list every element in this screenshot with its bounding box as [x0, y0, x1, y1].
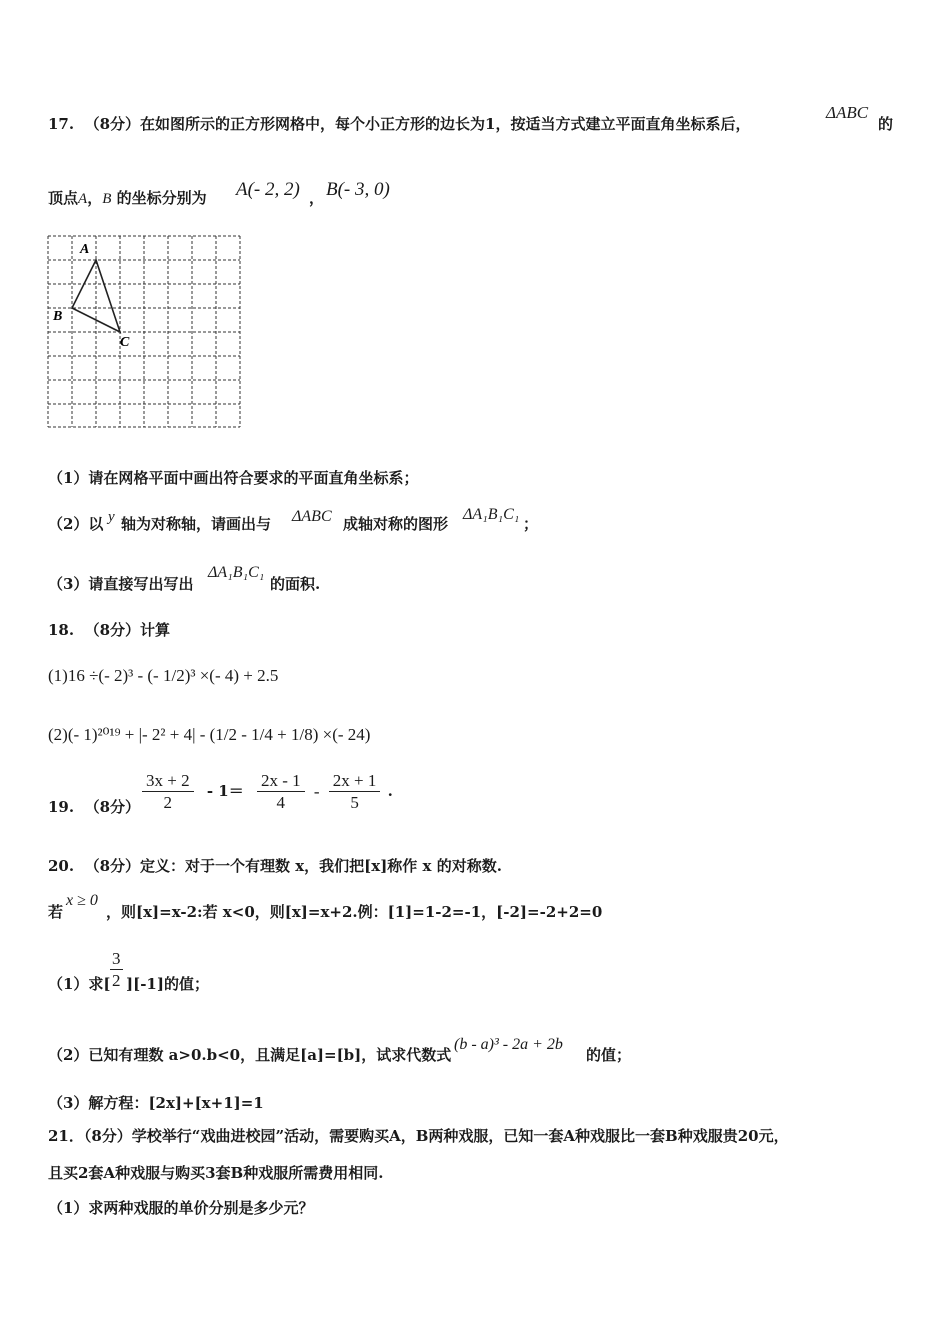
q17-sub2-tri: ΔABC — [292, 508, 332, 525]
q17-points: （8分） — [84, 115, 140, 133]
q17-number: 17. — [48, 115, 75, 133]
frac-3: $\frac{2x + 1}{5}$ — [329, 772, 381, 811]
frac-1: $\frac{3x + 2}{2}$ — [142, 772, 194, 811]
q21-line2: 且买2套A种戏服与购买3套B种戏服所需费用相同. — [48, 1164, 384, 1182]
q17-sub3-tri1: ΔA₁B₁C₁ — [208, 564, 265, 581]
grid-lines — [48, 236, 240, 427]
q17-text1: 在如图所示的正方形网格中，每个小正方形的边长为1，按适当方式建立平面直角坐标系后， — [140, 115, 751, 133]
q17-coord-b: B(- 3, 0) — [326, 179, 390, 200]
q17-sub2-b: 轴为对称轴，请画出与 — [121, 515, 272, 533]
q20-sub1-b: ][-1]的值； — [126, 975, 209, 993]
q17-line2: 顶点A，B 的坐标分别为 — [48, 189, 207, 207]
q20-sub2-expr: (b - a)³ - 2a + 2b — [454, 1036, 563, 1053]
q21-sub1: （1）求两种戏服的单价分别是多少元？ — [48, 1199, 314, 1217]
q17-line1 — [48, 117, 750, 132]
q17-comma2: ， — [309, 189, 325, 207]
q17-sub2-end: ； — [523, 515, 539, 533]
q17-sub3: （3）请直接写出写出 — [48, 575, 194, 593]
q20-sub1: （1）求[ — [48, 975, 111, 993]
q17-sub3-b: 的面积. — [270, 575, 321, 593]
frac-2: $\frac{2x - 1}{4}$ — [257, 772, 305, 811]
q17-coord-a: A(- 2, 2) — [236, 179, 300, 200]
q20-sub3: （3）解方程：[2x]+[x+1]=1 — [48, 1094, 264, 1112]
q20-line1: 20. （8分）定义：对于一个有理数 x，我们把[x]称作 x 的对称数. — [48, 857, 502, 875]
q17-sub2-c: 成轴对称的图形 — [343, 515, 449, 533]
q17-de: 的 — [878, 115, 894, 133]
q20-line2b: ，则[x]=x-2:若 x<0，则[x]=x+2.例：[1]=1-2=-1，[-2]=-2+2=0 — [106, 903, 603, 921]
q17-grid-figure — [44, 233, 244, 430]
q17-sub2-tri1: ΔA₁B₁C₁ — [463, 506, 520, 523]
label-c: C — [120, 335, 130, 350]
q17-tri-abc: ΔABC — [826, 103, 869, 122]
q17-sub2: （2）以 — [48, 515, 104, 533]
q17-sub1: （1）请在网格平面中画出符合要求的平面直角坐标系； — [48, 469, 419, 487]
q21-line1: 21．（8分）学校举行“戏曲进校园”活动，需要购买A，B两种戏服，已知一套A种戏服比一套B种戏服贵20元， — [48, 1127, 789, 1145]
q20-sub2-b: 的值； — [586, 1046, 632, 1064]
q18-expr2: (2)(- 1)²⁰¹⁹ + |- 2² + 4| - (1/2 - 1/4 + 1/8) ×(- 24) — [48, 725, 371, 744]
q18-expr1: (1)16 ÷(- 2)³ - (- 1/2)³ ×(- 4) + 2.5 — [48, 666, 279, 685]
q17-sub2-y: y — [108, 509, 115, 525]
q20-sub2: （2）已知有理数 a>0.b<0，且满足[a]=[b]，试求代数式 — [48, 1046, 452, 1064]
q19-equation: $\frac{3x + 2}{2}$ - 1＝ $\frac{2x - 1}{4}$ - $\frac{2x + 1}{5}$ . — [140, 772, 393, 811]
q20-cond: x ≥ 0 — [66, 892, 98, 909]
q18-title: 18. （8分）计算 — [48, 621, 171, 639]
q20-line2a: 若 — [48, 903, 64, 921]
q20-sub1-frac: $\frac{3}{2}$ — [112, 949, 121, 990]
q19-label: 19. （8分） — [48, 798, 140, 816]
label-a: A — [80, 242, 90, 257]
label-b: B — [53, 309, 63, 324]
